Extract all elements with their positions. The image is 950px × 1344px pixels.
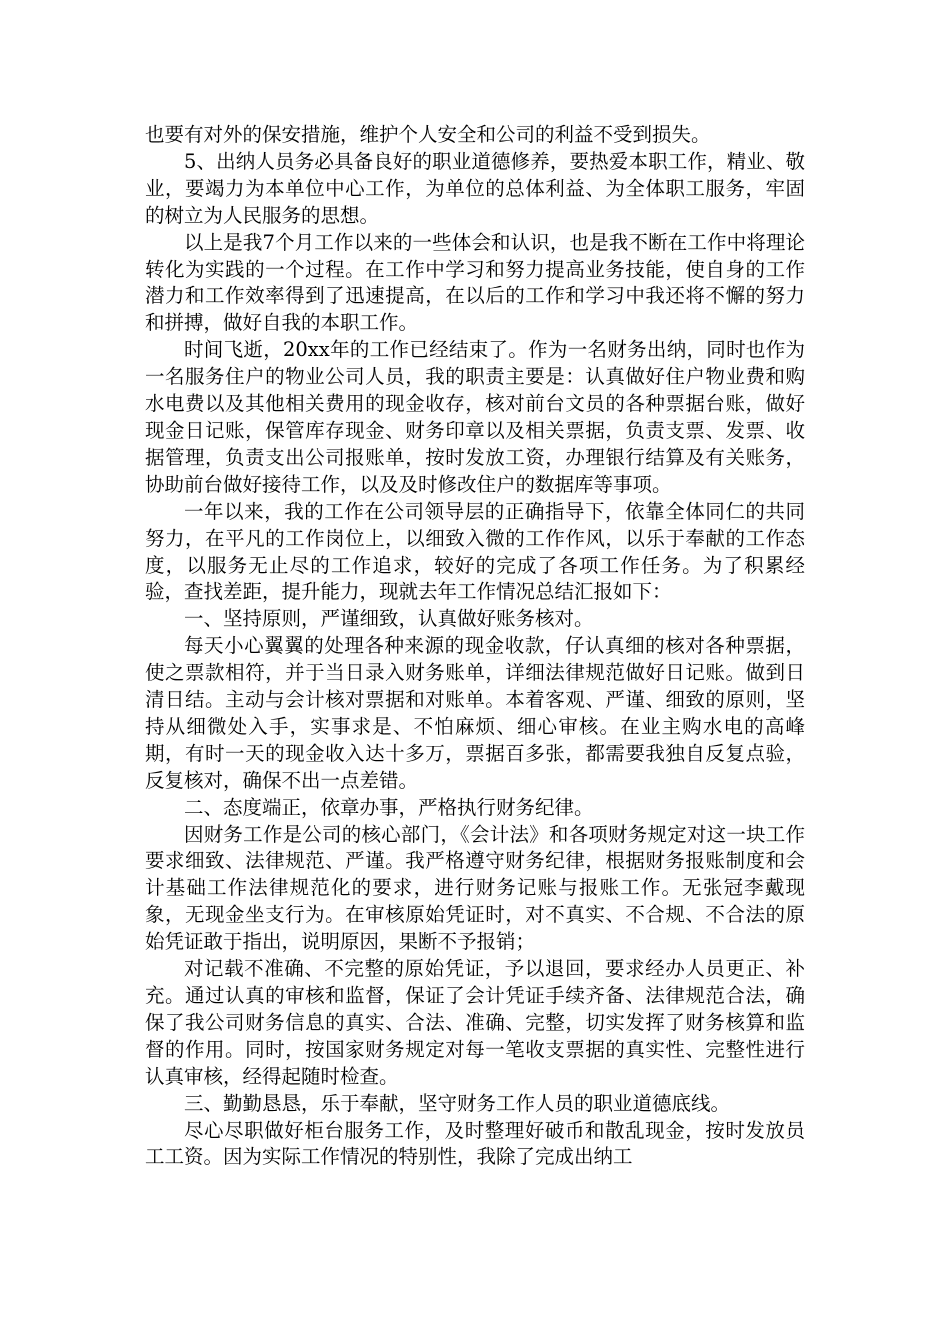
section-heading-2: 二、态度端正，依章办事，严格执行财务纪律。	[184, 795, 594, 819]
document-body	[145, 122, 805, 1171]
paragraph-accounting-law: 因财务工作是公司的核心部门，《会计法》和各项财务规定对这一块工作要求细致、法律规范、严谨。我严格遵守财务纪律，根据财务报账制度和会计基础工作法律规范化的要求，进行财务记账与报账工作。无张冠李戴现象，无现金坐支行为。在审核原始凭证时，对不真实、不合规、不合法的原始凭证敢于指出，说明原因，果断不予报销；	[145, 822, 805, 954]
section-heading-1: 一、坚持原则，严谨细致，认真做好账务核对。	[184, 607, 594, 631]
paragraph-voucher-review: 对记载不准确、不完整的原始凭证，予以退回，要求经办人员更正、补充。通过认真的审核和监督，保证了会计凭证手续齐备、法律规范合法，确保了我公司财务信息的真实、合法、准确、完整，切实发挥了财务核算和监督的作用。同时，按国家财务规定对每一笔收支票据的真实性、完整性进行认真审核，经得起随时检查。	[145, 957, 805, 1088]
paragraph-ethics: 5、出纳人员务必具备良好的职业道德修养，要热爱本职工作，精业、敬业，要竭力为本单位中心工作，为单位的总体利益、为全体职工服务，牢固的树立为人民服务的思想。	[145, 149, 805, 227]
paragraph-daily-cash: 每天小心翼翼的处理各种来源的现金收款，仔认真细的核对各种票据，使之票款相符，并于当日录入财务账单，详细法律规范做好日记账。做到日清日结。主动与会计核对票据和对账单。本着客观、严谨、细致的原则，坚持从细微处入手，实事求是、不怕麻烦、细心审核。在业主购水电的高峰期，有时一天的现金收入达十多万，票据百多张，都需要我独自反复点验，反复核对，确保不出一点差错。	[145, 634, 805, 792]
paragraph-counter-service: 尽心尽职做好柜台服务工作，及时整理好破币和散乱现金，按时发放员工工资。因为实际工作情况的特别性，我除了完成出纳工	[145, 1118, 805, 1169]
section-heading-3: 三、勤勤恳恳，乐于奉献，坚守财务工作人员的职业道德底线。	[184, 1091, 731, 1115]
paragraph-reflection: 以上是我7个月工作以来的一些体会和认识，也是我不断在工作中将理论转化为实践的一个过程。在工作中学习和努力提高业务技能，使自身的工作潜力和工作效率得到了迅速提高，在以后的工作和学习中我还将不懈的努力和拼搏，做好自我的本职工作。	[145, 230, 805, 335]
paragraph-duties: 时间飞逝，20xx年的工作已经结束了。作为一名财务出纳，同时也作为一名服务住户的物业公司人员，我的职责主要是：认真做好住户物业费和购水电费以及其他相关费用的现金收存，核对前台文员的各种票据台账，做好现金日记账，保管库存现金、财务印章以及相关票据，负责支票、发票、收据管理，负责支出公司报账单，按时发放工资，办理银行结算及有关账务，协助前台做好接待工作，以及及时修改住户的数据库等事项。	[145, 338, 805, 496]
paragraph-security-measures: 也要有对外的保安措施，维护个人安全和公司的利益不受到损失。	[145, 123, 711, 146]
paragraph-year-summary: 一年以来，我的工作在公司领导层的正确指导下，依靠全体同仁的共同努力，在平凡的工作岗位上，以细致入微的工作作风，以乐于奉献的工作态度，以服务无止尽的工作追求，较好的完成了各项工作任务。为了积累经验，查找差距，提升能力，现就去年工作情况总结汇报如下：	[145, 499, 805, 604]
